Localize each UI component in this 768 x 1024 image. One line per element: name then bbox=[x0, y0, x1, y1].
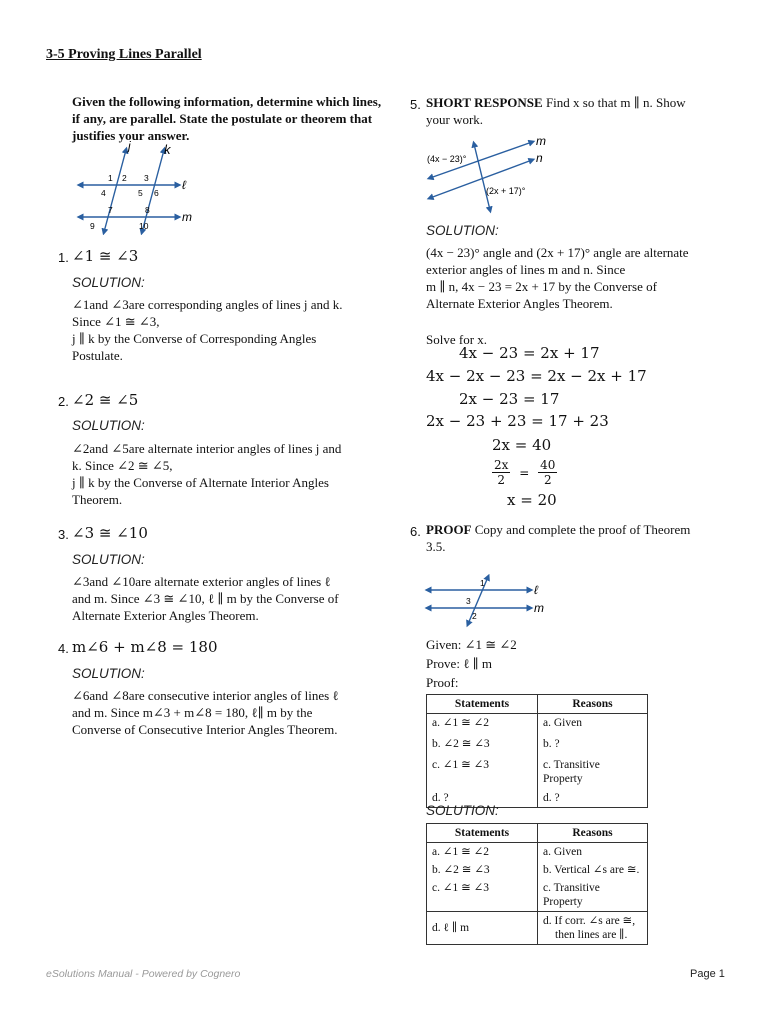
label-line-k: k bbox=[164, 142, 171, 157]
problem-number: 6. bbox=[410, 524, 421, 539]
angle-label: 1 bbox=[108, 173, 113, 183]
angle-label: 3 bbox=[466, 596, 471, 606]
label-line-m: m bbox=[534, 601, 544, 615]
angle-label: 3 bbox=[144, 173, 149, 183]
label-line-m: m bbox=[182, 210, 192, 224]
problem-number: 3. bbox=[58, 527, 69, 542]
equation-step: 2x = 40 bbox=[492, 436, 552, 454]
column-header: Statements bbox=[427, 824, 538, 843]
angle-label: 9 bbox=[90, 221, 95, 231]
label-line-n: n bbox=[536, 151, 543, 165]
angle-label: 1 bbox=[480, 578, 485, 588]
proof-prove: Prove: ℓ ∥ m bbox=[426, 656, 493, 671]
page-title: 3-5 Proving Lines Parallel bbox=[46, 47, 202, 62]
equation-step: 2x − 23 + 23 = 17 + 23 bbox=[426, 412, 609, 430]
equation-step: 4x − 2x − 23 = 2x − 2x + 17 bbox=[426, 367, 647, 385]
angle-label: 2 bbox=[472, 611, 477, 621]
problem-given: m∠6 + m∠8 = 180 bbox=[72, 638, 218, 656]
figure-problem-5 bbox=[424, 134, 554, 214]
table-row: d. ? d. ? bbox=[427, 788, 648, 808]
problem-6-prompt: PROOF Copy and complete the proof of Theorem 3.5. bbox=[426, 522, 691, 554]
problem-given: ∠2 ≅ ∠5 bbox=[72, 391, 139, 409]
solution-label: SOLUTION: bbox=[72, 666, 145, 681]
problem-number: 4. bbox=[58, 641, 69, 656]
table-row: c. ∠1 ≅ ∠3 c. Transitive Property bbox=[427, 753, 648, 788]
solution-label: SOLUTION: bbox=[426, 803, 499, 818]
solution-label: SOLUTION: bbox=[72, 418, 145, 433]
solution-text: ∠6and ∠8are consecutive interior angles of lines ℓ and m. Since m∠3 + m∠8 = 180, ℓ∥ m by the Converse of Consecutive Interior Angles Theorem. bbox=[72, 688, 339, 737]
page-number: Page 1 bbox=[690, 968, 725, 980]
table-row: b. ∠2 ≅ ∠3 b. ? bbox=[427, 732, 648, 753]
column-header: Statements bbox=[427, 695, 538, 714]
solution-text: ∠2and ∠5are alternate interior angles of lines j and k. Since ∠2 ≅ ∠5, j ∥ k by the Converse of Alternate Interior Angles Theorem. bbox=[72, 441, 342, 507]
solution-text: ∠1and ∠3are corresponding angles of lines j and k. Since ∠1 ≅ ∠3, j ∥ k by the Converse of Corresponding Angles Postulate. bbox=[72, 297, 343, 363]
solution-label: SOLUTION: bbox=[72, 552, 145, 567]
angle-label: 8 bbox=[145, 205, 150, 215]
figure-transversals-jk-lm bbox=[76, 140, 198, 235]
solution-text: ∠3and ∠10are alternate exterior angles of lines ℓ and m. Since ∠3 ≅ ∠10, ℓ ∥ m by the Converse of Alternate Exterior Angles Theorem. bbox=[72, 574, 339, 623]
label-line-l: ℓ bbox=[534, 583, 538, 597]
angle-label: 2 bbox=[122, 173, 127, 183]
table-row: a. ∠1 ≅ ∠2 a. Given bbox=[427, 843, 648, 862]
instructions: Given the following information, determine which lines, if any, are parallel. State the postulate or theorem that justifies your answer. bbox=[72, 94, 382, 143]
equation-final: x = 20 bbox=[507, 491, 557, 509]
proof-given: Given: ∠1 ≅ ∠2 bbox=[426, 637, 517, 652]
equation-step: 2x − 23 = 17 bbox=[459, 390, 560, 408]
table-row: a. ∠1 ≅ ∠2 a. Given bbox=[427, 714, 648, 733]
solution-label: SOLUTION: bbox=[72, 275, 145, 290]
problem-number: 2. bbox=[58, 394, 69, 409]
problem-number: 1. bbox=[58, 250, 69, 265]
problem-given: ∠1 ≅ ∠3 bbox=[72, 247, 139, 265]
equation-step: 4x − 23 = 2x + 17 bbox=[459, 344, 600, 362]
solution-text: (4x − 23)° angle and (2x + 17)° angle are alternate exterior angles of lines m and n. Since m ∥ n, 4x − 23 = 2x + 17 by the Converse of Alternate Exterior Angles Theorem. bbox=[426, 245, 689, 311]
proof-table-blank bbox=[426, 694, 648, 808]
angle-label: 7 bbox=[108, 205, 113, 215]
angle-label: (4x − 23)° bbox=[427, 154, 467, 164]
problem-number: 5. bbox=[410, 97, 421, 112]
label-line-j: j bbox=[128, 140, 131, 153]
angle-label: 10 bbox=[139, 221, 149, 231]
proof-label: Proof: bbox=[426, 675, 459, 690]
figure-problem-6 bbox=[424, 574, 554, 628]
footer-source: eSolutions Manual - Powered by Cognero bbox=[46, 968, 241, 980]
equation-fraction: $\frac{2x}{2}$ = $\frac{40}{2}$ bbox=[494, 458, 556, 487]
solve-for: Solve for x. bbox=[426, 332, 488, 347]
angle-label: 4 bbox=[101, 188, 106, 198]
label-line-l: ℓ bbox=[182, 178, 186, 192]
table-row: c. ∠1 ≅ ∠3 c. Transitive Property bbox=[427, 879, 648, 912]
angle-label: 6 bbox=[154, 188, 159, 198]
problem-5-prompt: SHORT RESPONSE Find x so that m ∥ n. Show your work. bbox=[426, 95, 686, 127]
angle-label: (2x + 17)° bbox=[486, 186, 526, 196]
problem-given: ∠3 ≅ ∠10 bbox=[72, 524, 148, 542]
table-row: d. ℓ ∥ m d. If corr. ∠s are ≅, then lines are ∥. bbox=[427, 912, 648, 945]
column-header: Reasons bbox=[538, 824, 648, 843]
column-header: Reasons bbox=[538, 695, 648, 714]
solution-label: SOLUTION: bbox=[426, 223, 499, 238]
table-row: b. ∠2 ≅ ∠3 b. Vertical ∠s are ≅. bbox=[427, 861, 648, 879]
label-line-m: m bbox=[536, 134, 546, 148]
angle-label: 5 bbox=[138, 188, 143, 198]
proof-table-solution bbox=[426, 823, 648, 945]
